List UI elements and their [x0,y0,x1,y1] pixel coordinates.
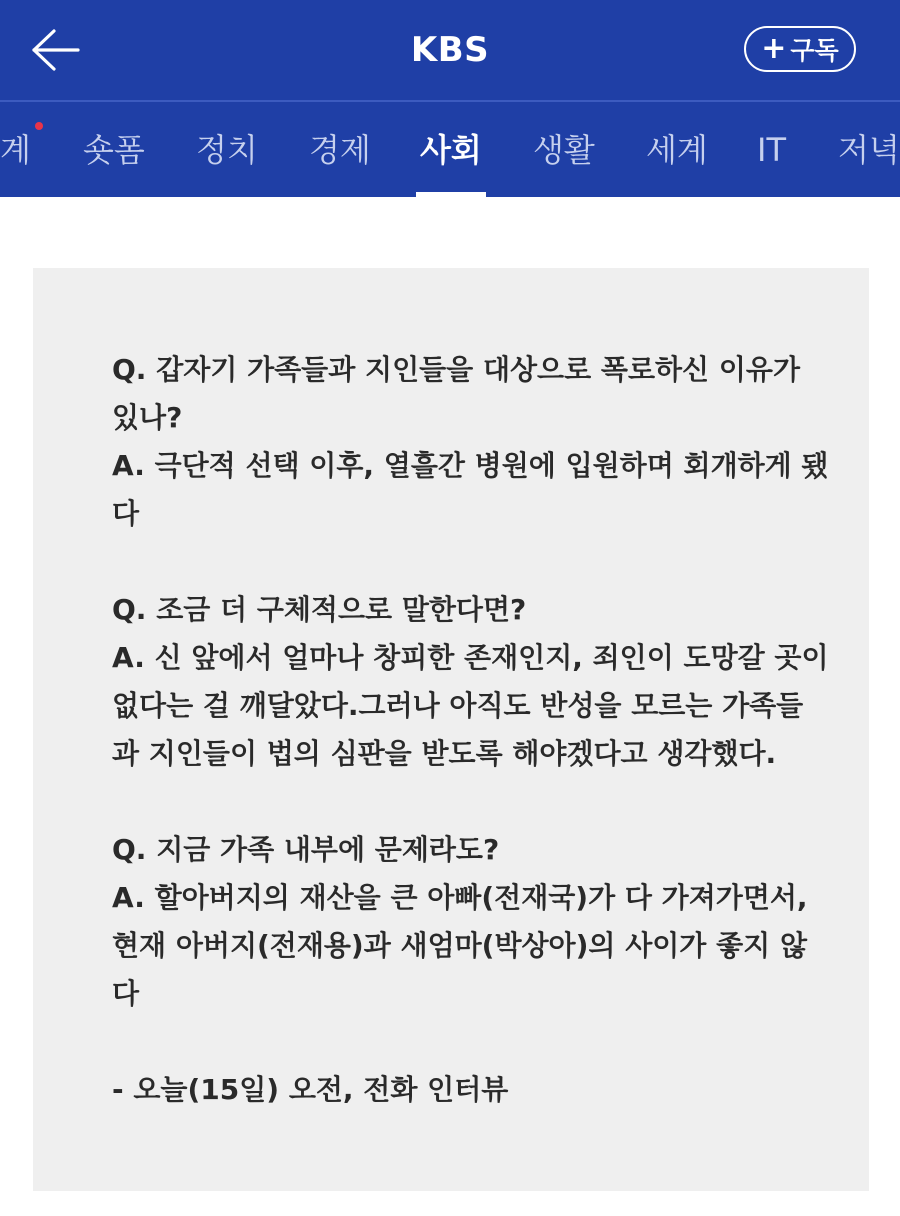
text-line: 과 지인들이 법의 심판을 받도록 해야겠다고 생각했다. [112,737,777,770]
tab-label: IT [757,131,786,169]
tab-label: 계 [0,131,31,169]
paragraph-gap [112,1018,802,1066]
tab-politics[interactable] [196,102,258,197]
paragraph-gap [112,538,802,586]
tab-shortform[interactable] [83,102,145,197]
plus-icon: + [761,31,787,66]
notification-dot [35,122,43,130]
app-header [0,0,900,100]
text-line: 현재 아버지(전재용)과 새엄마(박상아)의 사이가 좋지 않 [112,929,807,962]
tab-economy[interactable] [309,102,371,197]
tab-label: 숏폼 [83,131,145,169]
text-line: A. 신 앞에서 얼마나 창피한 존재인지, 죄인이 도망갈 곳이 [112,641,829,674]
tab-0[interactable] [0,102,31,197]
text-line: 다 [112,497,140,530]
paragraph-gap [112,778,802,826]
text-line: 다 [112,977,140,1010]
tab-label: 저녁 [838,131,900,169]
tab-world[interactable] [646,102,708,197]
text-line: A. 할아버지의 재산을 큰 아빠(전재국)가 다 가져가면서, [112,881,808,914]
text-line: Q. 지금 가족 내부에 문제라도? [112,833,500,866]
text-line: Q. 갑자기 가족들과 지인들을 대상으로 폭로하신 이유가 [112,353,800,386]
tab-label: 사회 [420,131,482,169]
text-line: 없다는 걸 깨달았다.그러나 아직도 반성을 모르는 가족들 [112,689,804,722]
page-title: KBS [410,30,490,70]
tab-label: 정치 [196,131,258,169]
interview-qa-text [112,346,829,1114]
tab-label: 세계 [646,131,708,169]
subscribe-label: 구독 [790,36,839,65]
tab-it[interactable] [757,102,786,197]
text-line: 있나? [112,401,183,434]
tab-evening[interactable] [838,102,900,197]
text-line: A. 극단적 선택 이후, 열흘간 병원에 입원하며 회개하게 됐 [112,449,829,482]
tab-society[interactable] [420,102,482,197]
text-line: - 오늘(15일) 오전, 전화 인터뷰 [112,1073,509,1106]
tab-label: 생활 [533,131,595,169]
active-tab-indicator [416,192,486,197]
subscribe-button[interactable] [744,26,856,72]
category-tabs [0,102,900,197]
tab-label: 경제 [309,131,371,169]
text-line: Q. 조금 더 구체적으로 말한다면? [112,593,527,626]
tab-living[interactable] [533,102,595,197]
